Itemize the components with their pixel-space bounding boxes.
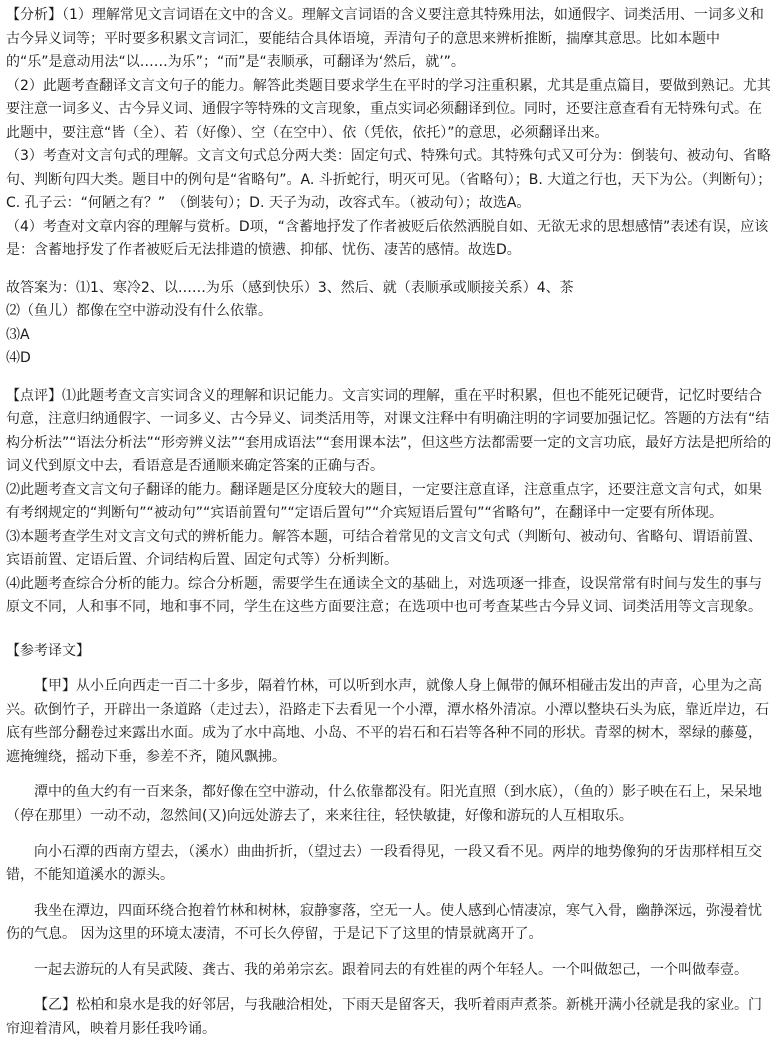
translation-paragraph-2: 潭中的鱼大约有一百来条，都好像在空中游动，什么依靠都没有。阳光直照（到水底），（鱼的）影子映在石上，呆呆地（停在那里）一动不动，忽然间(又)向远处游去了，来来往往，轻快敏捷，好像和游玩的人互相取乐。	[6, 784, 762, 824]
translation-paragraph-5: 一起去游玩的人有吴武陵、龚古、我的弟弟宗玄。跟着同去的有姓崔的两个年轻人。一个叫做恕己，一个叫做奉壹。	[34, 961, 748, 978]
comment-paragraph-2: ⑵此题考查文言文句子翻译的能力。翻译题是区分度较大的题目，一定要注意直译，注意重点字，还要注意文言句式，如果有考纲规定的“判断句”“被动句”“宾语前置句”“定语后置句”“介宾短语后置句”“省略句”，在翻译中一定要有所体现。	[6, 481, 762, 522]
analysis-paragraph-1: 【分析】（1）理解常见文言词语在文中的含义。理解文言词语的含义要注意其特殊用法，如通假字、词类活用、一词多义和古今异义词等；平时要多积累文言词汇，要能结合具体语境，弄清句子的意思来辨析推断，揣摩其意思。比如本题中的“乐”是意动用法“以……为乐”；“而”是“表顺承，可翻译为‘然后，就’”。	[6, 7, 764, 71]
analysis-section	[6, 4, 772, 263]
answer-line-4: ⑷D	[6, 350, 31, 367]
answer-line-3: ⑶A	[6, 326, 30, 343]
translation-paragraph-4: 我坐在潭边，四面环绕合抱着竹林和树林，寂静寥落，空无一人。使人感到心情凄凉，寒气入骨，幽静深远，弥漫着忧伤的气息。 因为这里的环境太凄清，不可长久停留，于是记下了这里的情景就离开了。	[6, 902, 762, 943]
answer-line-1: 故答案为：⑴1、寒冷2、以……为乐（感到快乐）3、然后、就（表顺承或顺接关系）4、茶	[6, 279, 574, 296]
translation-paragraph-1: 【甲】从小丘向西走一百二十多步，隔着竹林，可以听到水声，就像人身上佩带的佩环相碰击发出的声音，心里为之高兴。砍倒竹子，开辟出一条道路（走过去），沿路走下去看见一个小潭，潭水格外清凉。小潭以整块石头为底，靠近岸边，石底有些部分翻卷过来露出水面。成为了水中高地、小岛、不平的岩石和石岩等各种不同的形状。青翠的树木，翠绿的藤蔓，遮掩缠绕，摇动下垂，参差不齐，随风飘拂。	[6, 678, 769, 765]
comment-paragraph-3: ⑶本题考查学生对文言文句式的辨析能力。解答本题，可结合着常见的文言文句式（判断句、被动句、省略句、谓语前置、宾语前置、定语后置、介词结构后置、固定句式等）分析判断。	[6, 528, 762, 569]
answer-line-2: ⑵（鱼儿）都像在空中游动没有什么依靠。	[6, 303, 272, 320]
analysis-paragraph-3: （3）考查对文言句式的理解。文言文句式总分两大类：固定句式、特殊句式。其特殊句式又可分为：倒装句、被动句、省略句、判断句四大类。题目中的例句是“省略句”。A. 斗折蛇行，明灭可见。（省略句）；B. 大道之行也，天下为公。（判断句）；C. 孔子云：“何陋之有？” （倒装句）；D. 天子为动，改容式车。（被动句）；故选A。	[6, 148, 772, 212]
translation-paragraph-6: 【乙】松柏和泉水是我的好邻居，与我融洽相处，下雨天是留客天，我听着雨声煮茶。新桃开满小径就是我的家业。门帘迎着清风，映着月影任我吟诵。	[6, 997, 762, 1037]
comment-section	[6, 385, 772, 620]
translation-paragraph-3: 向小石潭的西南方望去，（溪水）曲曲折折，（望过去）一段看得见，一段又看不见。两岸的地势像狗的牙齿那样相互交错，不能知道溪水的源头。	[6, 843, 762, 884]
comment-paragraph-4: ⑷此题考查综合分析的能力。综合分析题，需要学生在通读全文的基础上，对选项逐一排查，设误常常有时间与发生的事与原文不同，人和事不同，地和事不同，学生在这些方面要注意；在选项中也可考查某些古今异义词、词类活用等文言现象。	[6, 575, 762, 616]
answers-section	[6, 277, 772, 371]
analysis-paragraph-2: （2）此题考查翻译文言文句子的能力。解答此类题目要求学生在平时的学习注重积累，尤其是重点篇目，要做到熟记。尤其要注意一词多义、古今异义词、通假字等特殊的文言现象，重点实词必须翻译到位。同时，还要注意查看有无特殊句式。在此题中，要注意“皆（全）、若（好像）、空（在空中）、依（凭依，依托）”的意思，必须翻译出来。	[6, 77, 771, 141]
comment-paragraph-1: 【点评】⑴此题考查文言实词含义的理解和识记能力。文言实词的理解，重在平时积累，但也不能死记硬背，记忆时要结合句意，注意归纳通假字、一词多义、古今异义、词类活用等，对课文注释中有明确注明的字词要加强记忆。答题的方法有“结构分析法”“语法分析法”“形旁辨义法”“套用成语法”“套用课本法”，但这些方法都需要一定的文言功底，最好方法是把所给的词义代到原文中去，看语意是否通顺来确定答案的正确与否。	[6, 387, 772, 475]
translation-section	[6, 640, 772, 1041]
analysis-paragraph-4: （4）考查对文章内容的理解与赏析。D项，“含蓄地抒发了作者被贬后依然洒脱自如、无欲无求的思想感情”表述有误，应该是：含蓄地抒发了作者被贬后无法排遣的愤懑、抑郁、忧伤、凄苦的感情。故选D。	[6, 218, 769, 259]
translation-heading: 【参考译文】	[6, 642, 90, 659]
